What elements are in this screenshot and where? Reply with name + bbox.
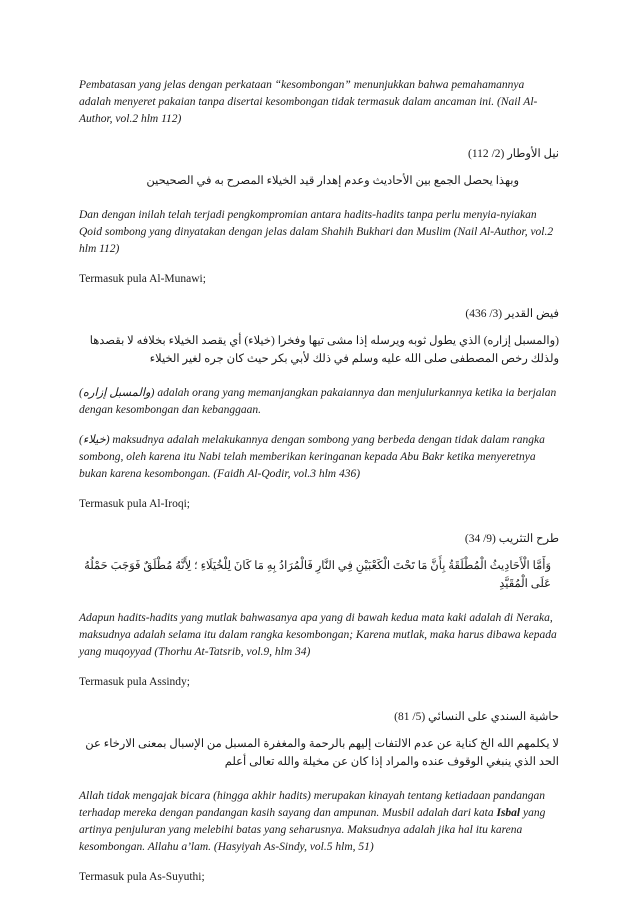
arabic-quote-hasyiyah: لا يكلمهم الله الخ كناية عن عدم الالتفات إليهم بالرحمة والمغفرة المسبل من الإسبال بمعنى الارخاء عن الحد الذي ينبغي الوقوف عنده والمراد إذا كان عن مخيلة والله تعالى أعلم — [85, 738, 559, 768]
arabic-reference-hasyiyah: حاشية السندي على النسائي (5/ 81) — [394, 711, 559, 723]
paragraph-musbil-explanation: (والمسبل إزاره) adalah orang yang memanjangkan pakaiannya dan menjulurkannya ketika ia berjalan dengan kesombongan dan kebanggaan. — [79, 387, 557, 416]
heading-assindy: Termasuk pula Assindy; — [79, 676, 190, 688]
paragraph-hasyiyah-translation: Allah tidak mengajak bicara (hingga akhir hadits) merupakan kinayah tentang ketiadaan pandangan terhadap mereka dengan pandangan kasih sayang dan ampunan. Musbil adalah dari kata Isbal yang artinya penjuluran yang melebihi batas yang seharusnya. Maksudnya adalah jika hal itu karena kesombongan. Allahu a’lam. (Hasyiyah As-Sindy, vol.5 hlm, 51) — [79, 790, 546, 853]
paragraph-nail-translation: Dan dengan inilah telah terjadi pengkompromian antara hadits-hadits tanpa perlu menyia-nyiakan Qoid sombong yang dinyatakan dengan jelas dalam Shahih Bukhari dan Muslim (Nail Al-Author, vol.2 hlm 112) — [79, 209, 554, 255]
arabic-reference-tarh: طرح التثريب (9/ 34) — [464, 533, 559, 545]
arabic-quote-faidh: (والمسبل إزاره) الذي يطول ثوبه ويرسله إذا مشى تيها وفخرا (خيلاء) أي يقصد الخيلاء بخلافه لا بقصدها ولذلك رخص المصطفى صلى الله عليه وسلم في ذلك لأبي بكر حيث كان جره لغير الخيلاء — [89, 335, 559, 365]
arabic-reference-faidh: فيض القدير (3/ 436) — [465, 308, 559, 320]
heading-al-munawi: Termasuk pula Al-Munawi; — [79, 273, 206, 285]
bold-term-isbal: Isbal — [496, 807, 521, 819]
arabic-quote-tarh: وَأَمَّا الْأَحَادِيثُ الْمُطْلَقَةُ بِأَنَّ مَا تَحْتَ الْكَعْبَيْنِ فِي النَّارِ فَالْمُرَادُ بِهِ مَا كَانَ لِلْخُيَلَاءِ ؛ لِأَنَّهُ مُطْلَقٌ فَوَجَبَ حَمْلُهُ عَلَى الْمُقَيَّدِ — [84, 560, 551, 590]
arabic-term-khuyala: (خيلاء) — [79, 434, 110, 446]
arabic-quote-nail: وبهذا يحصل الجمع بين الأحاديث وعدم إهدار قيد الخيلاء المصرح به في الصحيحين — [146, 175, 519, 187]
paragraph-khuyala-explanation: (خيلاء) maksudnya adalah melakukannya dengan sombong yang berbeda dengan tidak dalam rangka sombong, oleh karena itu Nabi telah memberikan keringanan kepada Abu Bakr ketika menyeretnya bukan karena kesombongan. (Faidh Al-Qodir, vol.3 hlm 436) — [79, 434, 545, 480]
paragraph-nail-explanation: Pembatasan yang jelas dengan perkataan “kesombongan” menunjukkan bahwa pemahamannya adalah menyeret pakaian tanpa disertai kesombongan tidak termasuk dalam ancaman ini. (Nail Al-Author, vol.2 hlm 112) — [79, 79, 538, 125]
paragraph-tarh-translation: Adapun hadits-hadits yang mutlak bahwasanya apa yang di bawah kedua mata kaki adalah di Neraka, maksudnya adalah selama itu dalam rangka kesombongan; Karena mutlak, maka harus dibawa kepada yang muqoyyad (Thorhu At-Tatsrib, vol.9, hlm 34) — [79, 612, 557, 658]
document-page — [79, 77, 559, 886]
heading-as-suyuthi: Termasuk pula As-Suyuthi; — [79, 871, 205, 883]
heading-al-iroqi: Termasuk pula Al-Iroqi; — [79, 498, 190, 510]
arabic-term-musbil: (والمسبل إزاره) — [79, 387, 155, 399]
arabic-reference-nail: نيل الأوطار (2/ 112) — [468, 148, 559, 160]
